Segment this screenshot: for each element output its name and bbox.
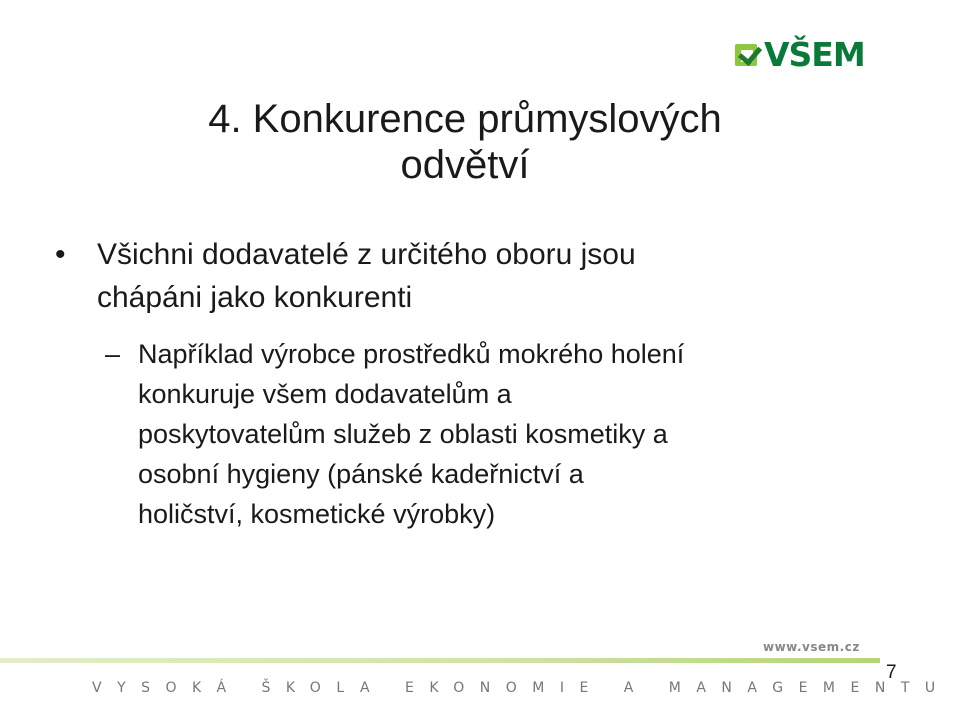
sub-bullet-line: osobní hygieny (pánské kadeřnictví a xyxy=(138,459,584,489)
sub-bullet-line: konkuruje všem dodavatelům a xyxy=(138,379,512,409)
bullet-text xyxy=(97,233,915,319)
title-line-2: odvětví xyxy=(400,143,530,187)
sub-bullet-line: poskytovatelům služeb z oblasti kosmetiky a xyxy=(138,419,668,449)
sub-bullet-line: holičství, kosmetické výrobky) xyxy=(138,499,496,529)
bullet-item xyxy=(55,233,915,319)
bullet-icon: • xyxy=(55,238,66,271)
slide-title xyxy=(95,96,835,188)
school-name: VYSOKÁ ŠKOLA EKONOMIE A MANAGEMENTU xyxy=(92,680,951,696)
title-line-1: 4. Konkurence průmyslových xyxy=(208,97,722,141)
page-number: 7 xyxy=(886,662,897,683)
sub-bullet-item xyxy=(105,334,925,534)
footer-divider xyxy=(0,658,880,663)
sub-bullet-text xyxy=(138,334,925,534)
logo-text: VŠEM xyxy=(764,35,865,74)
dash-icon: – xyxy=(105,339,121,369)
vsem-logo xyxy=(735,35,865,74)
logo-checkmark-icon xyxy=(735,41,762,68)
bullet-line: chápáni jako konkurenti xyxy=(97,281,413,314)
bullet-line: Všichni dodavatelé z určitého oboru jsou xyxy=(97,238,636,271)
footer-url: www.vsem.cz xyxy=(763,640,860,654)
sub-bullet-line: Například výrobce prostředků mokrého holení xyxy=(138,339,685,369)
